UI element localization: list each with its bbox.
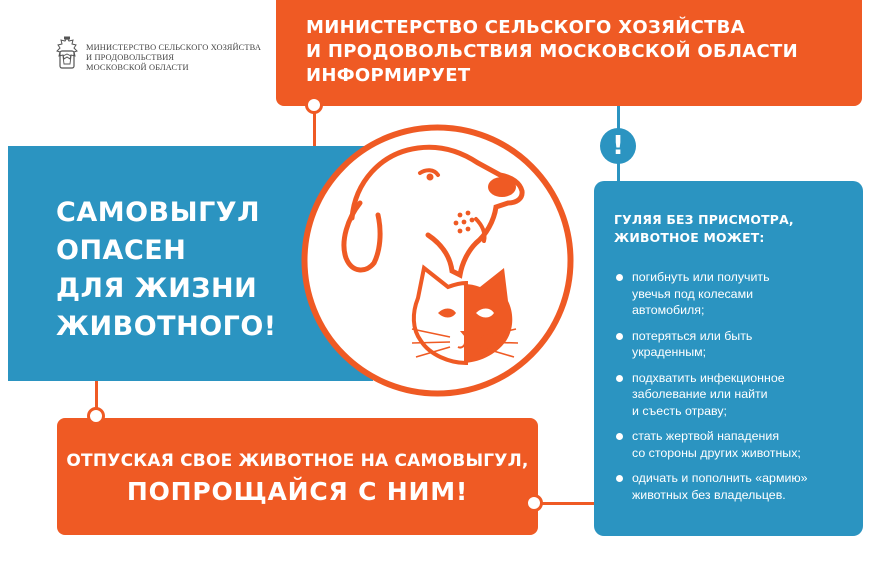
- banner-line: МИНИСТЕРСТВО СЕЛЬСКОГО ХОЗЯЙСТВА: [306, 17, 745, 38]
- farewell-line-1: ОТПУСКАЯ СВОЕ ЖИВОТНОЕ НА САМОВЫГУЛ,: [66, 451, 529, 471]
- connector-node: [305, 96, 323, 114]
- ministry-small-line: МОСКОВСКОЙ ОБЛАСТИ: [86, 63, 189, 72]
- list-item-line: со стороны других животных;: [632, 445, 801, 460]
- list-item-line: автомобиля;: [632, 303, 705, 317]
- list-item-line: увечья под колесами: [632, 286, 754, 301]
- ministry-banner: [276, 0, 862, 106]
- list-item: [614, 370, 849, 420]
- dangers-list-panel: [594, 181, 863, 536]
- list-item-line: погибнуть или получить: [632, 270, 770, 284]
- ministry-small-line: МИНИСТЕРСТВО СЕЛЬСКОГО ХОЗЯЙСТВА: [86, 43, 262, 52]
- list-item-line: подхватить инфекционное: [632, 370, 785, 385]
- farewell-banner: [57, 418, 538, 535]
- list-item-line: заболевание или найти: [632, 387, 768, 401]
- dangers-list: [614, 269, 849, 503]
- dangers-heading-line: ГУЛЯЯ БЕЗ ПРИСМОТРА,: [614, 212, 794, 227]
- list-item-line: одичать и пополнить «армию»: [632, 471, 808, 485]
- ministry-name-small: [86, 43, 276, 73]
- connector-node: [525, 494, 543, 512]
- list-item: [614, 328, 849, 361]
- headline-line: ЖИВОТНОГО!: [56, 311, 277, 342]
- list-item: [614, 470, 849, 503]
- headline-line: ОПАСЕН: [56, 235, 187, 266]
- dangers-heading: [614, 211, 849, 247]
- list-item-line: стать жертвой нападения: [632, 429, 780, 443]
- list-item-line: животных без владельцев.: [632, 487, 786, 502]
- list-item: [614, 269, 849, 319]
- list-item-line: украденным;: [632, 345, 707, 359]
- list-item: [614, 428, 849, 461]
- coat-of-arms-icon: [54, 36, 80, 72]
- banner-line: ИНФОРМИРУЕТ: [306, 65, 471, 86]
- banner-line: И ПРОДОВОЛЬСТВИЯ МОСКОВСКОЙ ОБЛАСТИ: [306, 41, 798, 62]
- dangers-heading-line: ЖИВОТНОЕ МОЖЕТ:: [614, 230, 765, 245]
- list-item-line: и съесть отраву;: [632, 403, 727, 418]
- connector-node: [87, 407, 105, 425]
- headline-line: САМОВЫГУЛ: [56, 197, 261, 228]
- ministry-small-line: И ПРОДОВОЛЬСТВИЯ: [86, 53, 175, 62]
- list-item-line: потеряться или быть: [632, 328, 753, 343]
- headline-line: ДЛЯ ЖИЗНИ: [56, 273, 258, 304]
- exclamation-icon: !: [600, 128, 636, 164]
- farewell-line-2: ПОПРОЩАЙСЯ С НИМ!: [126, 477, 469, 506]
- connector-bottom-right: [536, 502, 596, 505]
- dog-and-cat-icon: [300, 123, 575, 398]
